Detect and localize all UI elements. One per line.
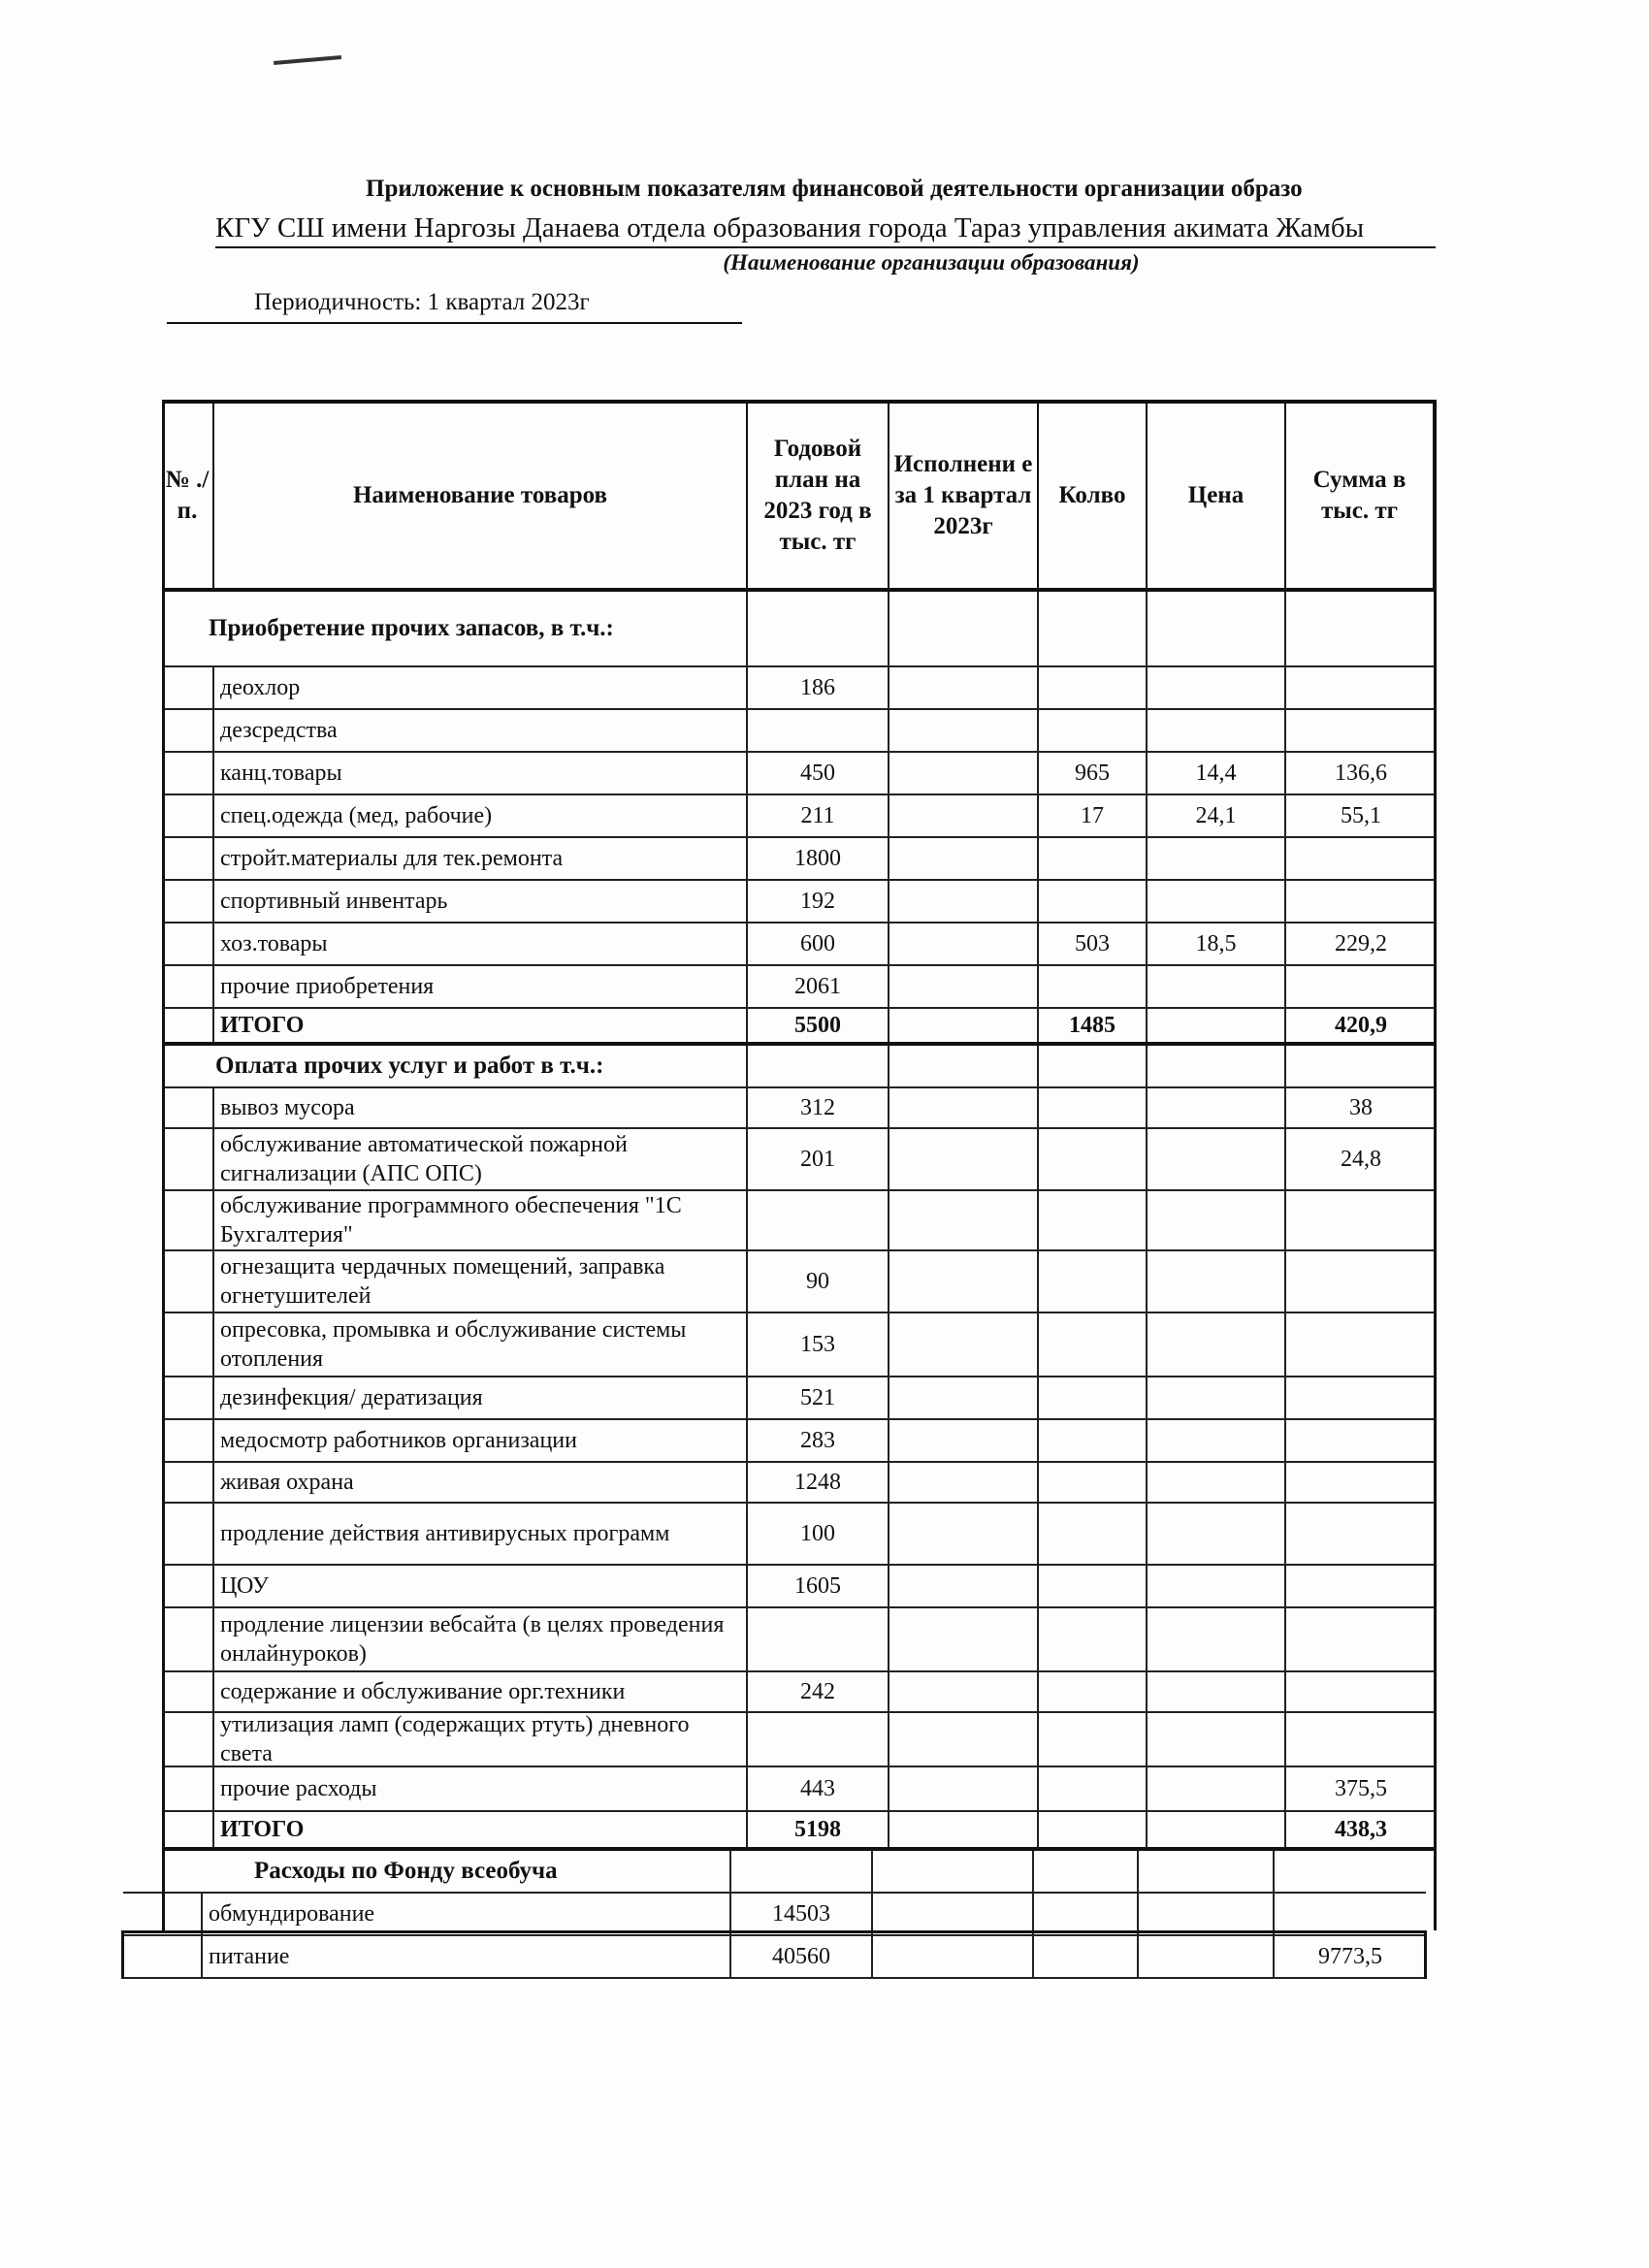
cell-exec: [888, 1046, 1037, 1086]
cell-qty: [1037, 1812, 1146, 1847]
table-row: [162, 1608, 1436, 1672]
cell-num: [162, 838, 212, 879]
table-row: [162, 1088, 1436, 1129]
cell-exec: [888, 1608, 1037, 1670]
cell-exec: [888, 1191, 1037, 1249]
table-row: [162, 710, 1436, 753]
cell-plan: 201: [746, 1129, 888, 1189]
organization-name: КГУ СШ имени Наргозы Данаева отдела образования города Тараз управления акимата Жамбы: [215, 212, 1436, 248]
cell-plan: 2061: [746, 966, 888, 1007]
cell-plan: [746, 1608, 888, 1670]
cell-num: [162, 795, 212, 836]
table-row: [162, 1672, 1436, 1713]
cell-sum: 24,8: [1284, 1129, 1436, 1189]
table-row: [162, 795, 1436, 838]
cell-num: [162, 1672, 212, 1711]
cell-exec: [888, 795, 1037, 836]
cell-exec: [888, 1129, 1037, 1189]
cell-sum: 9773,5: [1273, 1936, 1426, 1977]
cell-num: [162, 966, 212, 1007]
col-price-header: Цена: [1146, 404, 1284, 588]
cell-num: [162, 1608, 212, 1670]
cell-qty: 17: [1037, 795, 1146, 836]
cell-exec: [888, 1672, 1037, 1711]
cell-qty: [1037, 1713, 1146, 1766]
cell-qty: [1037, 592, 1146, 665]
cell-exec: [888, 1313, 1037, 1376]
cell-sum: [1284, 1313, 1436, 1376]
cell-num: [162, 1377, 212, 1418]
cell-price: [1146, 1046, 1284, 1086]
cell-name: прочие расходы: [212, 1767, 746, 1810]
cell-exec: [888, 1463, 1037, 1502]
cell-qty: [1037, 1608, 1146, 1670]
cell-plan: 283: [746, 1420, 888, 1461]
table-row: [162, 1463, 1436, 1504]
cell-qty: [1037, 710, 1146, 751]
cell-num: [162, 1767, 212, 1810]
cell-price: [1146, 710, 1284, 751]
cell-sum: 229,2: [1284, 923, 1436, 964]
cell-exec: [888, 1713, 1037, 1766]
cell-num: [162, 1566, 212, 1606]
cell-name: прочие приобретения: [212, 966, 746, 1007]
cell-sum: [1284, 1713, 1436, 1766]
cell-price: 14,4: [1146, 753, 1284, 794]
cell-name: продление действия антивирусных программ: [212, 1504, 746, 1564]
table-row: [162, 1504, 1436, 1566]
table-row: [162, 1191, 1436, 1251]
cell-sum: [1284, 592, 1436, 665]
cell-price: [1146, 1566, 1284, 1606]
table-border: [162, 400, 165, 1930]
cell-price: [1146, 1377, 1284, 1418]
cell-plan: 1248: [746, 1463, 888, 1502]
cell-qty: [1037, 1672, 1146, 1711]
section-title: Приобретение прочих запасов, в т.ч.:: [209, 615, 614, 641]
cell-plan: 242: [746, 1672, 888, 1711]
cell-num: [162, 1420, 212, 1461]
table-row: [162, 1377, 1436, 1420]
cell-price: [1146, 1251, 1284, 1312]
cell-plan: 1605: [746, 1566, 888, 1606]
cell-plan: 5198: [746, 1812, 888, 1847]
cell-exec: [888, 1377, 1037, 1418]
table-row: [162, 838, 1436, 881]
cell-price: [1146, 1420, 1284, 1461]
cell-sum: [1273, 1894, 1426, 1934]
cell-num: [162, 1713, 212, 1766]
cell-name: питание: [201, 1936, 729, 1977]
cell-num: [162, 1129, 212, 1189]
cell-name: ЦОУ: [212, 1566, 746, 1606]
cell-sum: 136,6: [1284, 753, 1436, 794]
cell-price: [1137, 1936, 1273, 1977]
cell-plan: 211: [746, 795, 888, 836]
cell-qty: 965: [1037, 753, 1146, 794]
cell-plan: 153: [746, 1313, 888, 1376]
cell-num: [162, 1191, 212, 1249]
cell-plan: 186: [746, 667, 888, 708]
cell-price: [1146, 1088, 1284, 1127]
table-border: [121, 1930, 1427, 1933]
cell-price: 18,5: [1146, 923, 1284, 964]
cell-num: [162, 753, 212, 794]
cell-plan: 90: [746, 1251, 888, 1312]
cell-exec: [888, 966, 1037, 1007]
cell-exec: [888, 710, 1037, 751]
cell-sum: [1284, 838, 1436, 879]
cell-name: дезинфекция/ дератизация: [212, 1377, 746, 1418]
cell-qty: [1037, 881, 1146, 922]
col-exec-header: Исполнени е за 1 квартал 2023г: [888, 404, 1037, 588]
cell-qty: [1037, 1377, 1146, 1418]
cell-name: спортивный инвентарь: [212, 881, 746, 922]
col-plan-header: Годовой план на 2023 год в тыс. тг: [746, 404, 888, 588]
cell-plan: [746, 592, 888, 665]
cell-price: [1146, 1608, 1284, 1670]
cell-plan: 312: [746, 1088, 888, 1127]
table-border: [1424, 1930, 1427, 1979]
cell-plan: 14503: [729, 1894, 871, 1934]
cell-sum: [1284, 1377, 1436, 1418]
cell-qty: [1037, 1504, 1146, 1564]
cell-qty: 1485: [1037, 1009, 1146, 1042]
cell-exec: [888, 667, 1037, 708]
cell-sum: [1284, 1504, 1436, 1564]
cell-plan: 600: [746, 923, 888, 964]
cell-price: [1146, 966, 1284, 1007]
cell-name: вывоз мусора: [212, 1088, 746, 1127]
cell-sum: 38: [1284, 1088, 1436, 1127]
cell-price: [1146, 592, 1284, 665]
cell-price: [1146, 838, 1284, 879]
cell-name: медосмотр работников организации: [212, 1420, 746, 1461]
cell-sum: 55,1: [1284, 795, 1436, 836]
cell-sum: [1284, 881, 1436, 922]
table-border: [1434, 400, 1437, 1930]
cell-sum: 375,5: [1284, 1767, 1436, 1810]
cell-qty: [1037, 1420, 1146, 1461]
table-row: [162, 1251, 1436, 1313]
cell-num: [162, 1009, 212, 1042]
cell-exec: [888, 592, 1037, 665]
cell-price: [1137, 1894, 1273, 1934]
table-row: [162, 1313, 1436, 1377]
cell-plan: 192: [746, 881, 888, 922]
cell-exec: [888, 838, 1037, 879]
cell-exec: [871, 1894, 1032, 1934]
cell-num: [162, 881, 212, 922]
cell-name: обслуживание программного обеспечения "1С Бухгалтерия": [212, 1191, 746, 1249]
cell-price: [1146, 1767, 1284, 1810]
cell-num: [162, 1463, 212, 1502]
document-title: Приложение к основным показателям финансовой деятельности организации образо: [366, 176, 1303, 202]
cell-plan: [746, 1713, 888, 1766]
cell-plan: 521: [746, 1377, 888, 1418]
cell-exec: [888, 1009, 1037, 1042]
total-row: [162, 1009, 1436, 1046]
cell-exec: [888, 881, 1037, 922]
table-row: [162, 667, 1436, 710]
table-row: [162, 923, 1436, 966]
cell-exec: [888, 923, 1037, 964]
cell-qty: [1032, 1851, 1137, 1892]
cell-price: [1146, 1812, 1284, 1847]
cell-plan: 1800: [746, 838, 888, 879]
cell-plan: [729, 1851, 871, 1892]
cell-qty: [1037, 1046, 1146, 1086]
cell-name: опресовка, промывка и обслуживание системы отопления: [212, 1313, 746, 1376]
cell-sum: [1284, 1046, 1436, 1086]
cell-name: содержание и обслуживание орг.техники: [212, 1672, 746, 1711]
cell-num: [162, 710, 212, 751]
cell-name: ИТОГО: [212, 1812, 746, 1847]
cell-exec: [888, 1566, 1037, 1606]
col-qty-header: Колво: [1037, 404, 1146, 588]
table-row: [162, 1713, 1436, 1767]
cell-qty: [1037, 838, 1146, 879]
cell-num: [162, 1251, 212, 1312]
cell-name: продление лицензии вебсайта (в целях проведения онлайнуроков): [212, 1608, 746, 1670]
cell-plan: 450: [746, 753, 888, 794]
cell-num: [162, 923, 212, 964]
cell-name: обслуживание автоматической пожарной сигнализации (АПС ОПС): [212, 1129, 746, 1189]
cell-name: огнезащита чердачных помещений, заправка огнетушителей: [212, 1251, 746, 1312]
cell-sum: [1284, 710, 1436, 751]
cell-qty: [1037, 1767, 1146, 1810]
table-row: [162, 1129, 1436, 1191]
cell-exec: [888, 1088, 1037, 1127]
cell-num: [162, 1812, 212, 1847]
col-name-header: Наименование товаров: [212, 404, 746, 588]
cell-qty: [1037, 1463, 1146, 1502]
total-row: [162, 1812, 1436, 1851]
cell-sum: [1284, 1566, 1436, 1606]
table-border: [121, 1930, 124, 1979]
cell-sum: 438,3: [1284, 1812, 1436, 1847]
cell-name: ИТОГО: [212, 1009, 746, 1042]
cell-sum: [1284, 1251, 1436, 1312]
table-row: [162, 881, 1436, 923]
table-row: [162, 753, 1436, 795]
cell-sum: 420,9: [1284, 1009, 1436, 1042]
cell-name: спец.одежда (мед, рабочие): [212, 795, 746, 836]
cell-plan: [746, 1191, 888, 1249]
table-row: [162, 966, 1436, 1009]
cell-name: деохлор: [212, 667, 746, 708]
cell-name: хоз.товары: [212, 923, 746, 964]
cell-name: стройт.материалы для тек.ремонта: [212, 838, 746, 879]
cell-name: дезсредства: [212, 710, 746, 751]
cell-plan: 100: [746, 1504, 888, 1564]
cell-sum: [1284, 667, 1436, 708]
cell-num: [162, 667, 212, 708]
table-row: [162, 1566, 1436, 1608]
cell-price: [1146, 881, 1284, 922]
organization-caption: (Наименование организации образования): [723, 250, 1140, 275]
table-row: [162, 1767, 1436, 1812]
cell-sum: [1284, 966, 1436, 1007]
cell-price: [1146, 1191, 1284, 1249]
cell-qty: [1037, 1088, 1146, 1127]
cell-exec: [871, 1851, 1032, 1892]
cell-qty: [1037, 667, 1146, 708]
cell-qty: [1032, 1894, 1137, 1934]
cell-sum: [1284, 1463, 1436, 1502]
cell-plan: [746, 710, 888, 751]
cell-qty: [1037, 1191, 1146, 1249]
cell-exec: [888, 1420, 1037, 1461]
cell-num: [162, 1088, 212, 1127]
cell-plan: [746, 1046, 888, 1086]
section-title: Оплата прочих услуг и работ в т.ч.:: [215, 1053, 604, 1079]
cell-exec: [888, 753, 1037, 794]
cell-price: [1146, 1313, 1284, 1376]
col-sum-header: Сумма в тыс. тг: [1284, 404, 1433, 588]
cell-sum: [1273, 1851, 1426, 1892]
cell-price: [1146, 1672, 1284, 1711]
cell-exec: [871, 1936, 1032, 1977]
cell-sum: [1284, 1191, 1436, 1249]
cell-price: [1146, 667, 1284, 708]
cell-price: [1137, 1851, 1273, 1892]
cell-price: 24,1: [1146, 795, 1284, 836]
cell-qty: [1032, 1936, 1137, 1977]
cell-exec: [888, 1812, 1037, 1847]
col-num-header: № ./п.: [165, 467, 210, 524]
cell-sum: [1284, 1672, 1436, 1711]
table-row: [162, 1420, 1436, 1463]
cell-qty: [1037, 1251, 1146, 1312]
cell-exec: [888, 1767, 1037, 1810]
cell-qty: [1037, 1313, 1146, 1376]
cell-plan: 5500: [746, 1009, 888, 1042]
cell-plan: 40560: [729, 1936, 871, 1977]
cell-sum: [1284, 1608, 1436, 1670]
cell-qty: 503: [1037, 923, 1146, 964]
cell-num: [162, 1504, 212, 1564]
table-row: [123, 1936, 1426, 1979]
section-title: Расходы по Фонду всеобуча: [254, 1858, 558, 1884]
cell-name: канц.товары: [212, 753, 746, 794]
cell-num: [123, 1936, 201, 1977]
period-label: Периодичность: 1 квартал 2023г: [167, 289, 742, 324]
cell-qty: [1037, 1129, 1146, 1189]
cell-price: [1146, 1463, 1284, 1502]
cell-num: [162, 1313, 212, 1376]
cell-qty: [1037, 1566, 1146, 1606]
cell-exec: [888, 1504, 1037, 1564]
cell-price: [1146, 1129, 1284, 1189]
cell-price: [1146, 1009, 1284, 1042]
cell-sum: [1284, 1420, 1436, 1461]
cell-price: [1146, 1504, 1284, 1564]
cell-name: утилизация ламп (содержащих ртуть) дневного света: [212, 1713, 746, 1766]
cell-name: обмундирование: [201, 1894, 729, 1934]
cell-exec: [888, 1251, 1037, 1312]
cell-qty: [1037, 966, 1146, 1007]
cell-name: живая охрана: [212, 1463, 746, 1502]
cell-price: [1146, 1713, 1284, 1766]
cell-plan: 443: [746, 1767, 888, 1810]
